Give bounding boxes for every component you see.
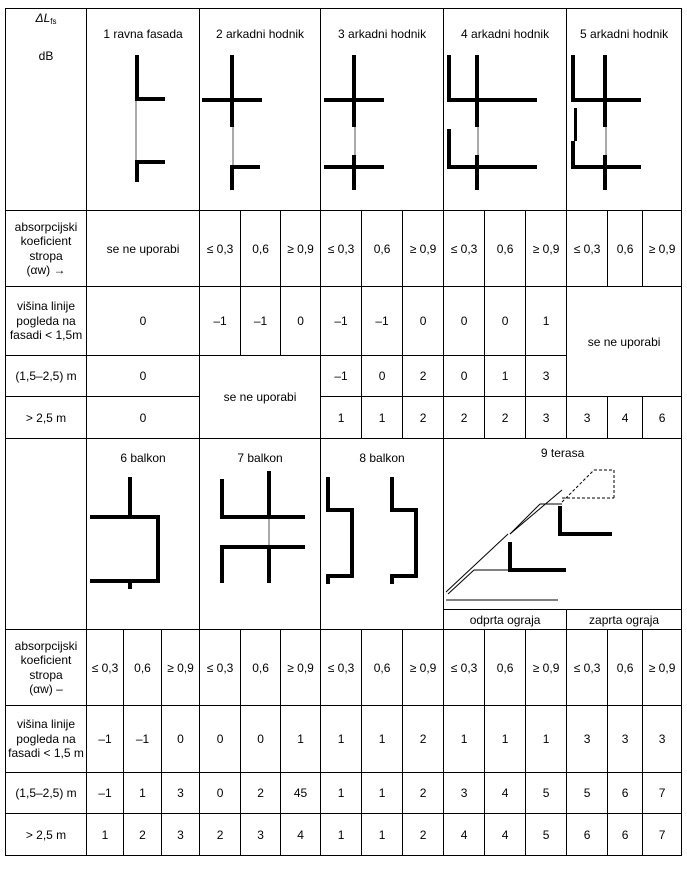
table-cell: –1 bbox=[87, 706, 124, 773]
table-cell: –1 bbox=[200, 287, 241, 356]
table-cell: –1 bbox=[362, 287, 403, 356]
table-cell: 2 bbox=[444, 397, 485, 439]
absorption-label-cell bbox=[6, 630, 87, 706]
table-cell: 1 bbox=[362, 814, 403, 856]
table-cell: 0 bbox=[87, 397, 200, 439]
table-cell: 2 bbox=[485, 397, 526, 439]
height-high-label: > 2,5 m bbox=[6, 814, 87, 856]
not-used-cell: se ne uporabi bbox=[87, 211, 200, 287]
delta-l-symbol: ΔL bbox=[35, 11, 51, 25]
table-cell: 0 bbox=[87, 287, 200, 356]
table-cell: 0 bbox=[241, 706, 281, 773]
alpha-value: ≤ 0,3 bbox=[200, 630, 241, 706]
closed-railing-label: zaprta ograja bbox=[567, 610, 682, 630]
not-used-cell: se ne uporabi bbox=[567, 287, 682, 397]
table-cell: –1 bbox=[241, 287, 281, 356]
not-used-cell: se ne uporabi bbox=[200, 356, 321, 439]
unit-label: dB bbox=[38, 48, 54, 63]
alpha-value: ≤ 0,3 bbox=[567, 630, 608, 706]
alpha-value: 0,6 bbox=[485, 630, 526, 706]
section-title: 9 terasa bbox=[540, 446, 585, 460]
table-cell: 0 bbox=[403, 287, 444, 356]
table-cell: 1 bbox=[485, 356, 526, 397]
table-cell: 3 bbox=[162, 773, 200, 814]
table-cell: –1 bbox=[87, 773, 124, 814]
alpha-value: 0,6 bbox=[362, 211, 403, 287]
alpha-value: 0,6 bbox=[608, 211, 643, 287]
alpha-value: ≥ 0,9 bbox=[281, 630, 321, 706]
alpha-value: 0,6 bbox=[124, 630, 162, 706]
section-title: 4 arkadni hodnik bbox=[461, 26, 550, 41]
table-cell: 3 bbox=[608, 706, 643, 773]
alpha-value: ≥ 0,9 bbox=[281, 211, 321, 287]
alpha-value: ≤ 0,3 bbox=[321, 211, 362, 287]
alpha-value: 0,6 bbox=[608, 630, 643, 706]
table-cell: 0 bbox=[485, 287, 526, 356]
table-cell: 1 bbox=[321, 397, 362, 439]
height-high-label: > 2,5 m bbox=[6, 397, 87, 439]
alpha-value: ≥ 0,9 bbox=[403, 211, 444, 287]
table-cell: 1 bbox=[321, 773, 362, 814]
section-title: 2 arkadni hodnik bbox=[216, 26, 305, 41]
open-railing-label: odprta ograja bbox=[444, 610, 567, 630]
table-cell: 45 bbox=[281, 773, 321, 814]
section-7-header bbox=[200, 439, 321, 630]
alpha-value: ≥ 0,9 bbox=[643, 211, 682, 287]
section-6-header bbox=[87, 439, 200, 630]
table-cell: 6 bbox=[608, 773, 643, 814]
table-cell: 3 bbox=[444, 773, 485, 814]
alpha-label: (αw) ‒ bbox=[29, 682, 63, 696]
table-cell: 3 bbox=[526, 397, 567, 439]
alpha-value: ≥ 0,9 bbox=[526, 630, 567, 706]
section-9-header bbox=[444, 439, 682, 610]
facade-correction-table bbox=[5, 8, 682, 856]
table-cell: 4 bbox=[485, 814, 526, 856]
alpha-value: 0,6 bbox=[485, 211, 526, 287]
section-title: 7 balkon bbox=[237, 451, 283, 465]
alpha-value: 0,6 bbox=[241, 630, 281, 706]
table-cell: 0 bbox=[200, 706, 241, 773]
table-cell: 1 bbox=[444, 706, 485, 773]
table-cell: 6 bbox=[567, 814, 608, 856]
balcony-7-drawing bbox=[205, 467, 315, 617]
alpha-value: ≥ 0,9 bbox=[403, 630, 444, 706]
alpha-value: 0,6 bbox=[362, 630, 403, 706]
table-cell: 0 bbox=[444, 356, 485, 397]
table-cell: 2 bbox=[403, 356, 444, 397]
table-cell: 7 bbox=[643, 773, 682, 814]
section-title: 5 arkadni hodnik bbox=[580, 26, 669, 41]
alpha-value: ≤ 0,3 bbox=[444, 630, 485, 706]
table-cell: 1 bbox=[526, 706, 567, 773]
table-cell: 3 bbox=[567, 706, 608, 773]
table-cell: 4 bbox=[485, 773, 526, 814]
table-cell: 1 bbox=[321, 706, 362, 773]
table-cell: 2 bbox=[124, 814, 162, 856]
alpha-value: ≤ 0,3 bbox=[444, 211, 485, 287]
table-cell: 2 bbox=[200, 814, 241, 856]
arcade-corridor-3-drawing bbox=[322, 43, 442, 193]
section-title: 6 balkon bbox=[120, 451, 166, 465]
table-cell: 1 bbox=[281, 706, 321, 773]
section-title: 3 arkadni hodnik bbox=[338, 26, 427, 41]
table-cell: 4 bbox=[608, 397, 643, 439]
table-cell: 5 bbox=[567, 773, 608, 814]
table-cell: 0 bbox=[362, 356, 403, 397]
table-cell: 2 bbox=[403, 814, 444, 856]
height-mid-label: (1,5–2,5) m bbox=[6, 356, 87, 397]
table-cell: 0 bbox=[444, 287, 485, 356]
alpha-value: ≥ 0,9 bbox=[526, 211, 567, 287]
section-title: 8 balkon bbox=[359, 451, 405, 465]
alpha-value: ≤ 0,3 bbox=[200, 211, 241, 287]
table-cell: 0 bbox=[200, 773, 241, 814]
section-8-header bbox=[321, 439, 444, 630]
blank-cell bbox=[6, 439, 87, 630]
section-4-header bbox=[444, 9, 567, 211]
alpha-value: ≤ 0,3 bbox=[87, 630, 124, 706]
alpha-value: ≤ 0,3 bbox=[321, 630, 362, 706]
table-cell: 6 bbox=[608, 814, 643, 856]
table-cell: 3 bbox=[643, 706, 682, 773]
balcony-8-drawing bbox=[322, 467, 442, 617]
table-cell: 7 bbox=[643, 814, 682, 856]
table-cell: 5 bbox=[526, 814, 567, 856]
table-cell: 1 bbox=[362, 773, 403, 814]
table-cell: 3 bbox=[567, 397, 608, 439]
table-cell: –1 bbox=[321, 287, 362, 356]
table-cell: 1 bbox=[124, 773, 162, 814]
absorption-label: absorpcijski koeficient stropa bbox=[14, 219, 78, 263]
height-low-label: višina linije pogleda na fasadi < 1,5 m bbox=[6, 706, 87, 773]
table-cell: 3 bbox=[162, 814, 200, 856]
table-cell: 2 bbox=[241, 773, 281, 814]
alpha-value: 0,6 bbox=[241, 211, 281, 287]
table-cell: 1 bbox=[362, 397, 403, 439]
alpha-value: ≥ 0,9 bbox=[162, 630, 200, 706]
table-cell: 1 bbox=[87, 814, 124, 856]
height-mid-label: (1,5–2,5) m bbox=[6, 773, 87, 814]
arcade-corridor-4-drawing bbox=[445, 43, 565, 193]
table-cell: 1 bbox=[526, 287, 567, 356]
section-2-header bbox=[200, 9, 321, 211]
flat-facade-drawing bbox=[93, 43, 193, 193]
table-cell: 2 bbox=[403, 706, 444, 773]
table-cell: 3 bbox=[526, 356, 567, 397]
alpha-label: (αw) → bbox=[26, 263, 66, 277]
table-cell: 1 bbox=[485, 706, 526, 773]
table-cell: 1 bbox=[321, 814, 362, 856]
table-cell: 0 bbox=[162, 706, 200, 773]
table-cell: 1 bbox=[362, 706, 403, 773]
arcade-corridor-5-drawing bbox=[569, 43, 679, 193]
section-1-header bbox=[87, 9, 200, 211]
balcony-6-drawing bbox=[88, 467, 198, 617]
arcade-corridor-2-drawing bbox=[200, 43, 320, 193]
alpha-value: ≤ 0,3 bbox=[567, 211, 608, 287]
height-low-label: višina linije pogleda na fasadi < 1,5m bbox=[6, 287, 87, 356]
table-cell: 0 bbox=[87, 356, 200, 397]
table-cell: 2 bbox=[403, 773, 444, 814]
table-cell: 4 bbox=[444, 814, 485, 856]
header-cell bbox=[6, 9, 87, 211]
table-cell: –1 bbox=[124, 706, 162, 773]
alpha-value: ≥ 0,9 bbox=[643, 630, 682, 706]
absorption-label: absorpcijski koeficient stropa bbox=[14, 638, 78, 682]
terrace-drawing bbox=[444, 462, 668, 602]
table-cell: 3 bbox=[241, 814, 281, 856]
absorption-label-cell bbox=[6, 211, 87, 287]
table-cell: 0 bbox=[281, 287, 321, 356]
table-cell: 4 bbox=[281, 814, 321, 856]
table-cell: 2 bbox=[403, 397, 444, 439]
delta-l-subscript: fs bbox=[50, 17, 57, 26]
table-cell: 5 bbox=[526, 773, 567, 814]
table-cell: –1 bbox=[321, 356, 362, 397]
section-3-header bbox=[321, 9, 444, 211]
section-5-header bbox=[567, 9, 682, 211]
table-cell: 6 bbox=[643, 397, 682, 439]
section-title: 1 ravna fasada bbox=[103, 26, 183, 41]
